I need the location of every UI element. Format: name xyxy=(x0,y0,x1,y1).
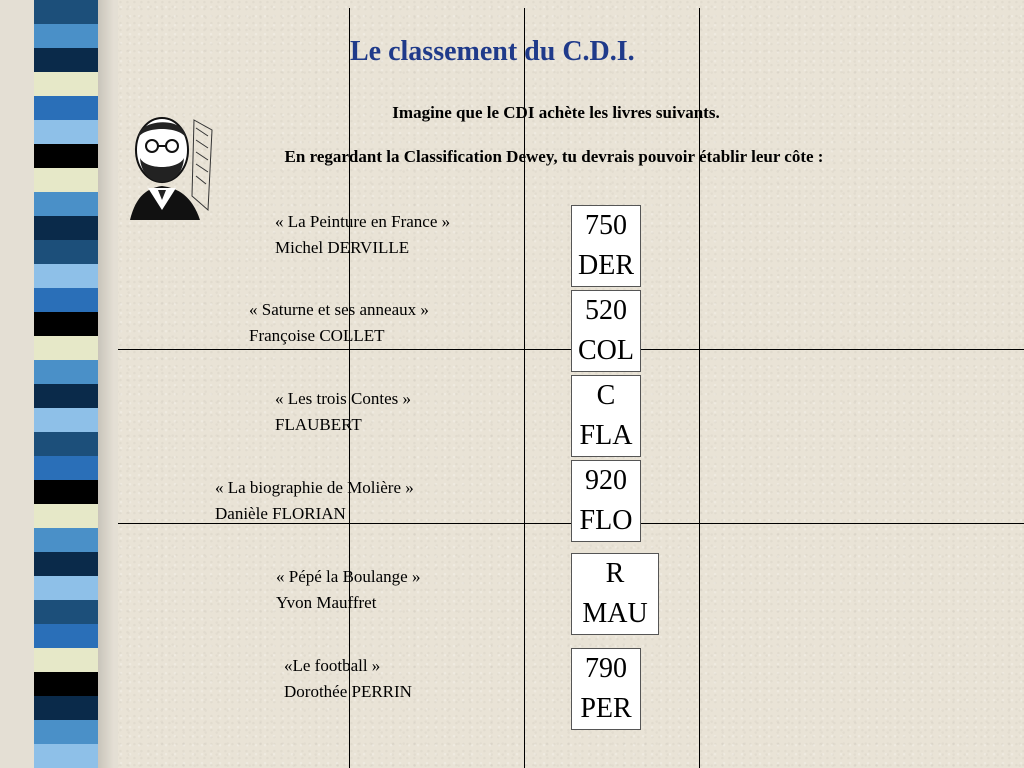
stripe-segment xyxy=(34,552,98,576)
stripe-segment xyxy=(34,24,98,48)
stripe-segment xyxy=(34,144,98,168)
dewey-portrait-icon xyxy=(108,100,216,224)
call-number-suffix: MAU xyxy=(582,598,648,629)
stripe-segment xyxy=(34,648,98,672)
stripe-segment xyxy=(34,168,98,192)
stripe-segment xyxy=(34,456,98,480)
call-number-label xyxy=(571,375,641,457)
stripe-segment xyxy=(34,672,98,696)
book-title: « Pépé la Boulange » xyxy=(276,567,421,586)
stripe-segment xyxy=(34,576,98,600)
book-author: Danièle FLORIAN xyxy=(215,504,346,523)
stripe-segment xyxy=(34,384,98,408)
book-entry xyxy=(276,564,420,616)
stripe-segment xyxy=(34,480,98,504)
stripe-segment xyxy=(34,48,98,72)
book-author: Françoise COLLET xyxy=(249,326,385,345)
stripe-segment xyxy=(34,720,98,744)
stripe-segment xyxy=(34,0,98,24)
decorative-stripe-bar xyxy=(34,0,98,768)
call-number-suffix: COL xyxy=(578,335,634,366)
instruction-line-1: Imagine que le CDI achète les livres suivants. xyxy=(392,103,720,122)
stripe-segment xyxy=(34,120,98,144)
stripe-segment xyxy=(34,528,98,552)
stripe-segment xyxy=(34,408,98,432)
stripe-segment xyxy=(34,96,98,120)
call-number-code: 750 xyxy=(585,210,627,241)
book-title: « La Peinture en France » xyxy=(275,212,451,231)
stripe-segment xyxy=(34,624,98,648)
call-number-code: 790 xyxy=(585,653,627,684)
stripe-segment xyxy=(34,264,98,288)
stripe-segment xyxy=(34,432,98,456)
book-author: Michel DERVILLE xyxy=(275,238,410,257)
book-entry xyxy=(284,653,412,705)
stripe-segment xyxy=(34,192,98,216)
call-number-label xyxy=(571,460,641,542)
call-number-suffix: FLO xyxy=(579,505,633,536)
stripe-segment xyxy=(34,600,98,624)
call-number-label xyxy=(571,648,641,730)
stripe-segment xyxy=(34,72,98,96)
book-entry xyxy=(275,386,411,438)
page-title: Le classement du C.D.I. xyxy=(350,36,635,67)
stripe-segment xyxy=(34,696,98,720)
stripe-segment xyxy=(34,744,98,768)
call-number-code: 520 xyxy=(585,295,627,326)
call-number-suffix: PER xyxy=(580,693,632,724)
instruction-line-2: En regardant la Classification Dewey, tu devrais pouvoir établir leur côte : xyxy=(284,147,824,166)
book-author: Dorothée PERRIN xyxy=(284,682,412,701)
stripe-segment xyxy=(34,360,98,384)
stripe-segment xyxy=(34,504,98,528)
call-number-label xyxy=(571,205,641,287)
call-number-code: 920 xyxy=(585,465,627,496)
book-entry xyxy=(249,297,429,349)
stripe-segment xyxy=(34,288,98,312)
book-author: Yvon Mauffret xyxy=(276,593,377,612)
stripe-segment xyxy=(34,216,98,240)
call-number-suffix: FLA xyxy=(579,420,633,451)
call-number-suffix: DER xyxy=(578,250,634,281)
book-title: « Les trois Contes » xyxy=(275,389,411,408)
book-entry xyxy=(275,209,450,261)
book-entry xyxy=(215,475,414,527)
stripe-segment xyxy=(34,240,98,264)
call-number-label xyxy=(571,553,659,635)
book-title: « Saturne et ses anneaux » xyxy=(249,300,429,319)
stripe-segment xyxy=(34,336,98,360)
stripe-segment xyxy=(34,312,98,336)
call-number-code: R xyxy=(605,558,625,589)
call-number-label xyxy=(571,290,641,372)
book-author: FLAUBERT xyxy=(275,415,362,434)
book-title: «Le football » xyxy=(284,656,381,675)
book-title: « La biographie de Molière » xyxy=(215,478,414,497)
call-number-code: C xyxy=(596,380,616,411)
